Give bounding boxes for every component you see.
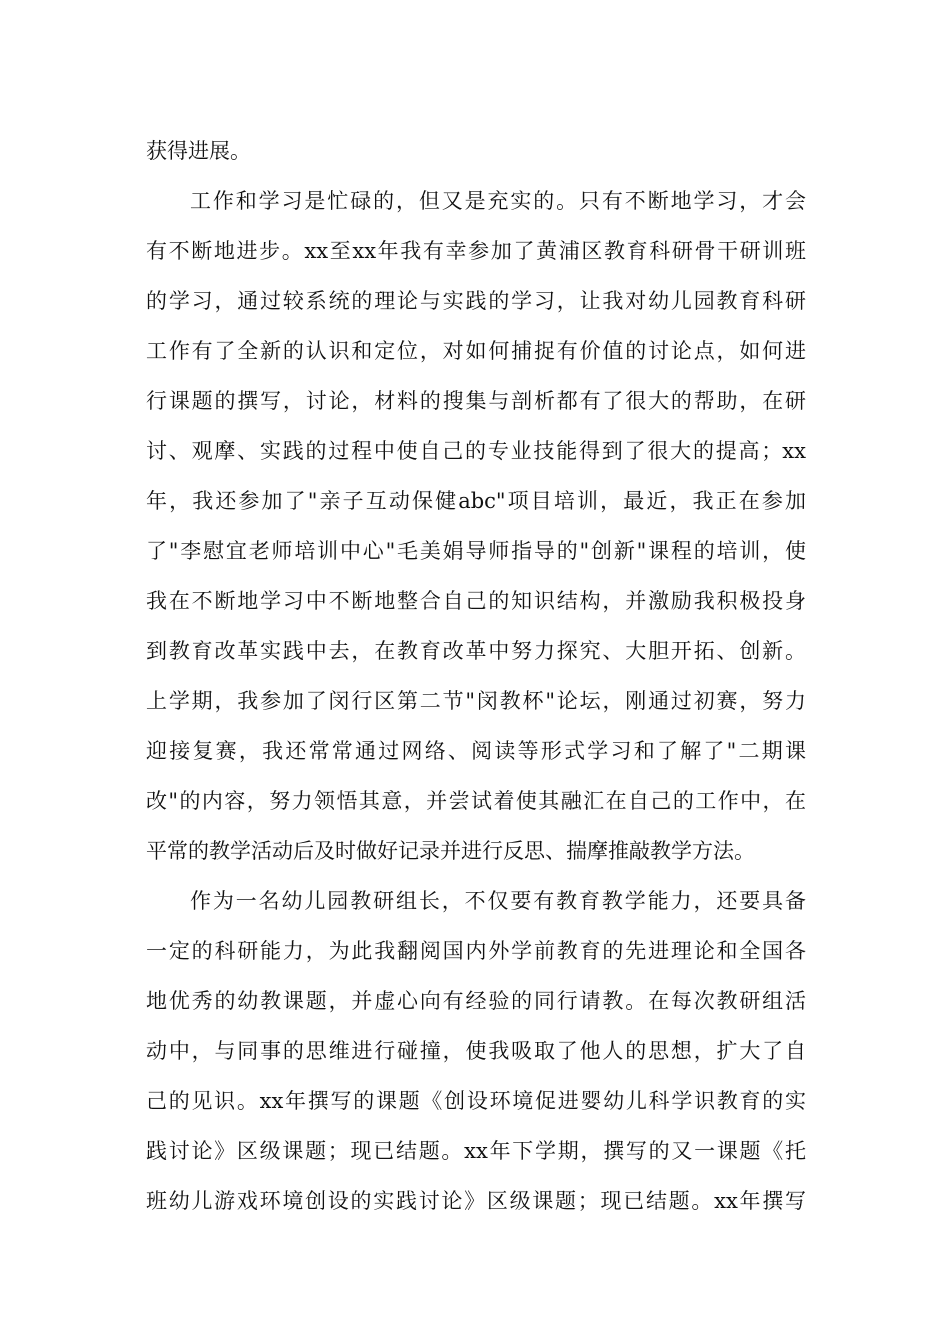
paragraph-2-line-5: 行课题的撰写，讨论，材料的搜集与剖析都有了很大的帮助，在研 — [146, 389, 806, 413]
paragraph-1-line-1: 获得进展。 — [146, 139, 251, 163]
paragraph-2-line-9: 我在不断地学习中不断地整合自己的知识结构，并激励我积极投身 — [146, 589, 806, 613]
paragraph-2-line-4: 工作有了全新的认识和定位，对如何捕捉有价值的讨论点，如何进 — [146, 339, 806, 363]
paragraph-3-line-6: 践讨论》区级课题；现已结题。xx年下学期，撰写的又一课题《托 — [146, 1139, 806, 1163]
paragraph-2-line-8: 了"李慰宜老师培训中心"毛美娟导师指导的"创新"课程的培训，使 — [146, 539, 806, 563]
paragraph-2-line-14: 平常的教学活动后及时做好记录并进行反思、揣摩推敲教学方法。 — [146, 839, 755, 863]
paragraph-2-line-10: 到教育改革实践中去，在教育改革中努力探究、大胆开拓、创新。 — [146, 639, 806, 663]
paragraph-3-line-7: 班幼儿游戏环境创设的实践讨论》区级课题；现已结题。xx年撰写 — [146, 1189, 806, 1213]
paragraph-2-line-2: 有不断地进步。xx至xx年我有幸参加了黄浦区教育科研骨干研训班 — [146, 239, 806, 263]
paragraph-3-line-3: 地优秀的幼教课题，并虚心向有经验的同行请教。在每次教研组活 — [146, 989, 806, 1013]
paragraph-2-line-13: 改"的内容，努力领悟其意，并尝试着使其融汇在自己的工作中，在 — [146, 789, 806, 813]
paragraph-2-line-1: 工作和学习是忙碌的，但又是充实的。只有不断地学习，才会 — [190, 189, 806, 213]
paragraph-2-line-12: 迎接复赛，我还常常通过网络、阅读等形式学习和了解了"二期课 — [146, 739, 806, 763]
paragraph-2-line-3: 的学习，通过较系统的理论与实践的学习，让我对幼儿园教育科研 — [146, 289, 806, 313]
paragraph-3-line-4: 动中，与同事的思维进行碰撞，使我吸取了他人的思想，扩大了自 — [146, 1039, 806, 1063]
paragraph-2-line-7: 年，我还参加了"亲子互动保健abc"项目培训，最近，我正在参加 — [146, 489, 806, 513]
paragraph-2-line-11: 上学期，我参加了闵行区第二节"闵教杯"论坛，刚通过初赛，努力 — [146, 689, 806, 713]
paragraph-2-line-6: 讨、观摩、实践的过程中使自己的专业技能得到了很大的提高；xx — [146, 439, 806, 463]
paragraph-3-line-1: 作为一名幼儿园教研组长，不仅要有教育教学能力，还要具备 — [190, 889, 806, 913]
paragraph-3-line-2: 一定的科研能力，为此我翻阅国内外学前教育的先进理论和全国各 — [146, 939, 806, 963]
paragraph-3-line-5: 己的见识。xx年撰写的课题《创设环境促进婴幼儿科学识教育的实 — [146, 1089, 806, 1113]
